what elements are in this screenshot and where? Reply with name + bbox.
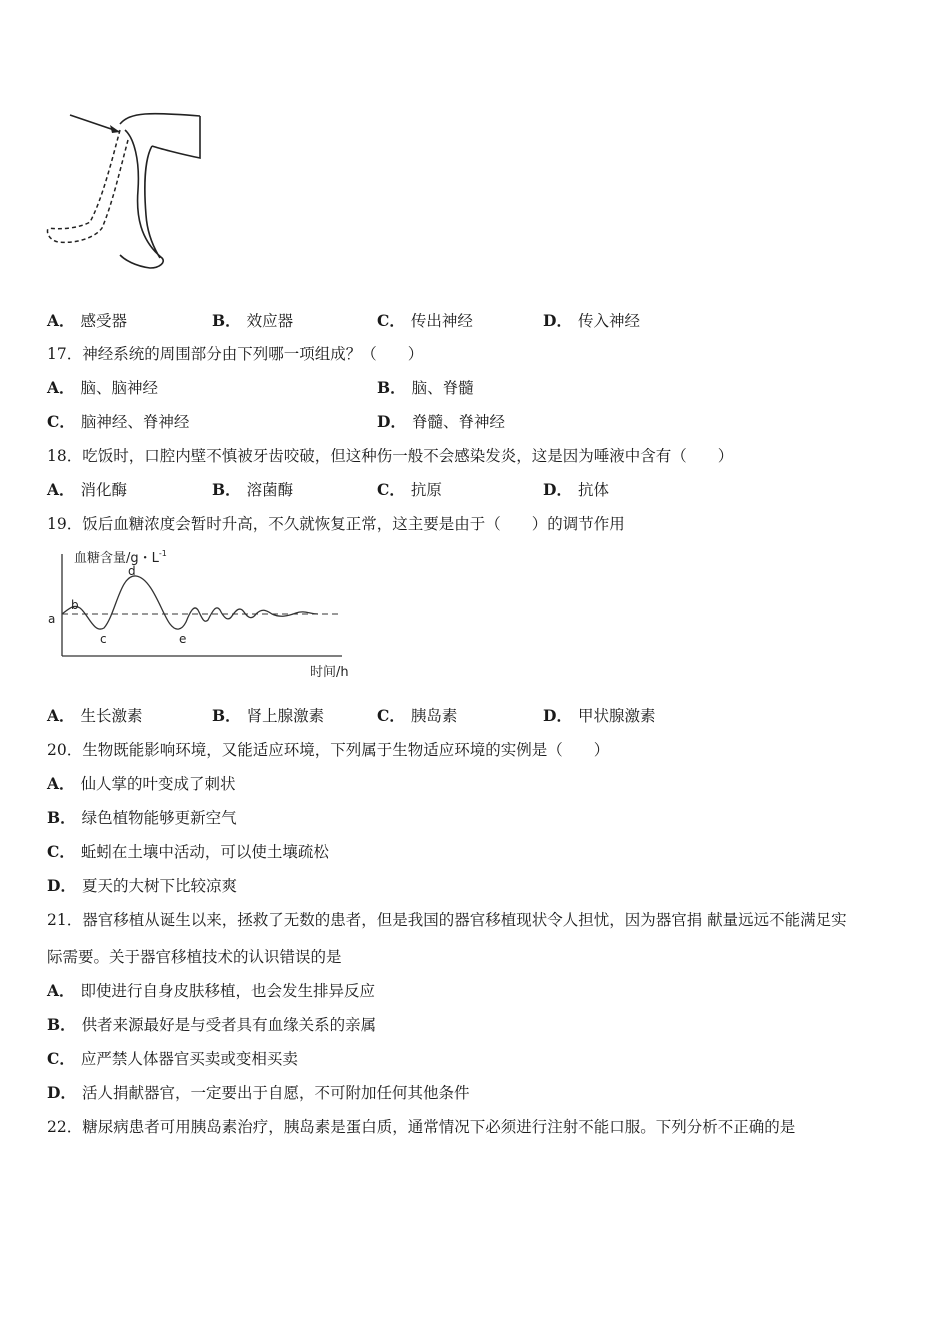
q21-option-c[interactable]: C． 应严禁人体器官买卖或变相买卖 — [47, 1049, 298, 1068]
x-axis-label: 时间/h — [310, 665, 349, 680]
q16-option-c[interactable]: C． 传出神经 — [377, 311, 473, 330]
lower-leg-dashed — [47, 130, 128, 242]
q20-option-d[interactable]: D． 夏天的大树下比较凉爽 — [47, 876, 237, 895]
knee-reflex-figure — [40, 100, 210, 275]
q21-stem-line2: 际需要。关于器官移植技术的认识错误的是 — [47, 948, 342, 966]
point-b-label: b — [71, 598, 79, 612]
point-d-label: d — [128, 564, 136, 578]
y-axis-label: 血糖含量/g・$L^{-1}$ — [74, 549, 167, 566]
q16-option-a[interactable]: A． 感受器 — [47, 311, 128, 330]
q18-option-a[interactable]: A． 消化酶 — [47, 480, 128, 499]
q19-option-a[interactable]: A． 生长激素 — [47, 706, 143, 725]
q17-option-a[interactable]: A． 脑、脑神经 — [47, 378, 159, 397]
blood-sugar-curve — [62, 576, 318, 629]
tap-arrow-head — [110, 125, 120, 133]
q19-stem: 19．饭后血糖浓度会暂时升高，不久就恢复正常，这主要是由于（ ）的调节作用 — [47, 515, 625, 533]
q21-option-d[interactable]: D． 活人捐献器官，一定要出于自愿，不可附加任何其他条件 — [47, 1083, 470, 1102]
q18-option-b[interactable]: B． 溶菌酶 — [212, 480, 294, 499]
q21-option-a[interactable]: A． 即使进行自身皮肤移植，也会发生排异反应 — [47, 981, 376, 1000]
q19-option-d[interactable]: D． 甲状腺激素 — [543, 706, 656, 725]
q20-option-b[interactable]: B． 绿色植物能够更新空气 — [47, 808, 237, 827]
point-c-label: c — [100, 632, 107, 646]
q16-option-b[interactable]: B． 效应器 — [212, 311, 294, 330]
q19-option-c[interactable]: C． 胰岛素 — [377, 706, 458, 725]
point-e-label: e — [179, 632, 187, 646]
q21-option-b[interactable]: B． 供者来源最好是与受者具有血缘关系的亲属 — [47, 1015, 377, 1034]
q18-stem: 18．吃饭时，口腔内壁不慎被牙齿咬破，但这种伤一般不会感染发炎，这是因为唾液中含有（ ） — [47, 447, 734, 465]
q20-option-a[interactable]: A． 仙人掌的叶变成了刺状 — [47, 774, 236, 793]
blood-sugar-graph — [44, 544, 364, 684]
q18-option-d[interactable]: D． 抗体 — [543, 480, 609, 499]
lower-leg-solid — [120, 130, 163, 268]
thigh-outline — [120, 114, 200, 158]
q20-option-c[interactable]: C． 蚯蚓在土壤中活动，可以使土壤疏松 — [47, 842, 329, 861]
q17-stem: 17．神经系统的周围部分由下列哪一项组成？（ ） — [47, 345, 424, 363]
q17-option-d[interactable]: D． 脊髓、脊神经 — [377, 412, 505, 431]
point-a-label: a — [48, 612, 56, 626]
q17-option-b[interactable]: B． 脑、脊髓 — [377, 378, 474, 397]
q22-stem: 22．糖尿病患者可用胰岛素治疗，胰岛素是蛋白质，通常情况下必须进行注射不能口服。下列分析不正确的是 — [47, 1118, 796, 1136]
q18-option-c[interactable]: C． 抗原 — [377, 480, 442, 499]
q20-stem: 20．生物既能影响环境，又能适应环境，下列属于生物适应环境的实例是（ ） — [47, 741, 610, 759]
q17-option-c[interactable]: C． 脑神经、脊神经 — [47, 412, 190, 431]
q16-option-d[interactable]: D． 传入神经 — [543, 311, 640, 330]
q21-stem-line1: 21．器官移植从诞生以来，拯救了无数的患者，但是我国的器官移植现状令人担忧，因为器官捐 献量远远不能满足实 — [47, 911, 847, 929]
q19-option-b[interactable]: B． 肾上腺激素 — [212, 706, 325, 725]
